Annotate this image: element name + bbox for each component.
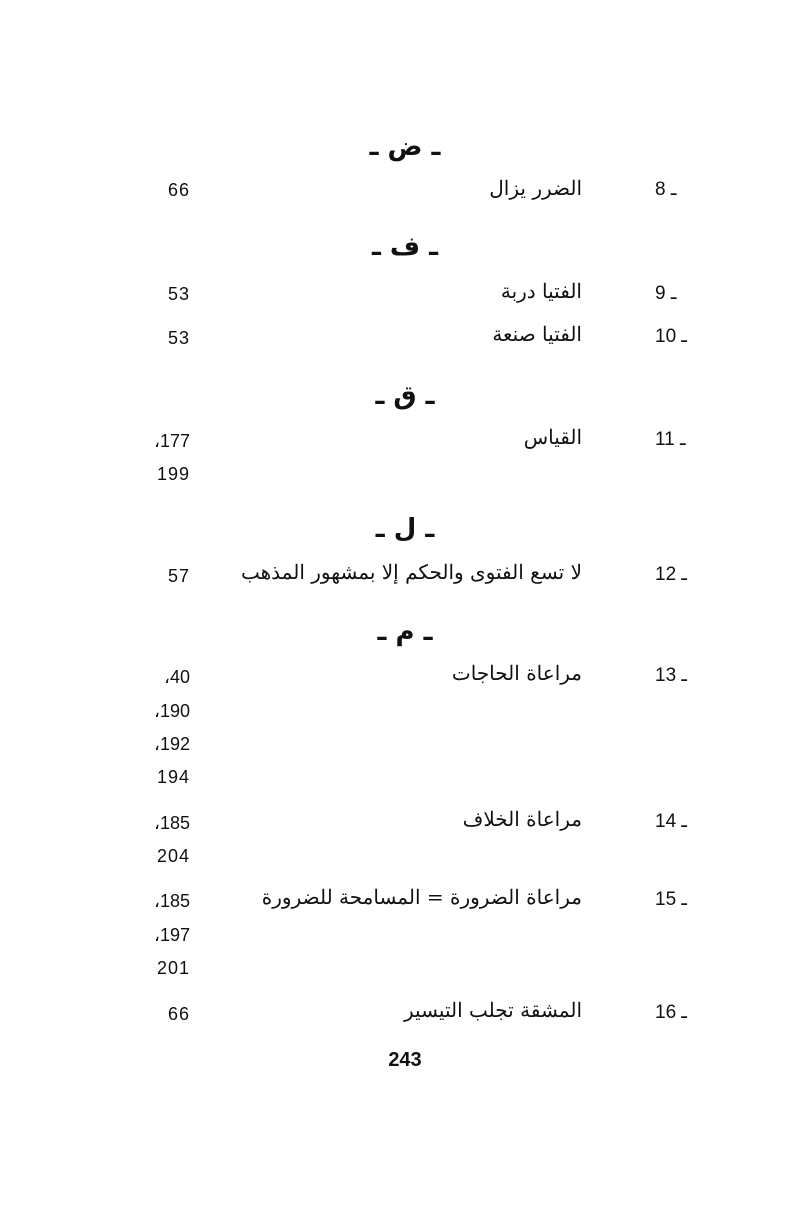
entry-number: 16 ـ [655,1002,687,1023]
entry-page: ،185 [154,813,190,833]
entry-number: 8 ـ [655,179,677,200]
entry-number: 10 ـ [655,326,687,347]
entry-term: الضرر يزال [489,176,582,200]
entry-term: لا تسع الفتوى والحكم إلا بمشهور المذهب [240,560,582,584]
section-letter-lam: ـ ل ـ [375,514,435,544]
entry-term: المشقة تجلب التيسير [404,998,582,1022]
entry-number: 15 ـ [655,889,687,910]
entry-term: الفتيا دربة [500,279,582,303]
entry-page: ،192 [154,734,190,754]
entry-page: 53 [167,328,190,348]
entry-page: 199 [156,464,190,484]
entry-page: ،190 [154,701,190,721]
section-letter-qaf: ـ ق ـ [375,381,435,411]
entry-number: 12 ـ [655,564,687,585]
entry-page: 66 [167,180,190,200]
entry-page: ،177 [154,431,190,451]
entry-number: 13 ـ [655,665,687,686]
section-letter-dad: ـ ض ـ [369,132,441,162]
entry-page: ،197 [154,925,190,945]
entry-number: 9 ـ [655,283,677,304]
entry-page: ،40 [164,667,190,687]
page-number: 243 [388,1049,422,1071]
entry-page: 201 [156,958,190,978]
section-letter-mim: ـ م ـ [377,617,433,647]
entry-term: الفتيا صنعة [492,322,582,346]
entry-term: القياس [523,425,582,449]
entry-number: 14 ـ [655,811,687,832]
entry-page: 66 [167,1004,190,1024]
entry-page: 53 [167,284,190,304]
section-letter-fa: ـ ف ـ [371,232,439,262]
entry-number: 11 ـ [655,429,686,450]
entry-page: 194 [156,767,190,787]
entry-term: مراعاة الضرورة = المسامحة للضرورة [261,885,582,909]
entry-term: مراعاة الخلاف [462,807,582,831]
entry-page: ،185 [154,891,190,911]
entry-page: 204 [156,846,190,866]
entry-term: مراعاة الحاجات [451,661,582,685]
entry-page: 57 [167,566,190,586]
